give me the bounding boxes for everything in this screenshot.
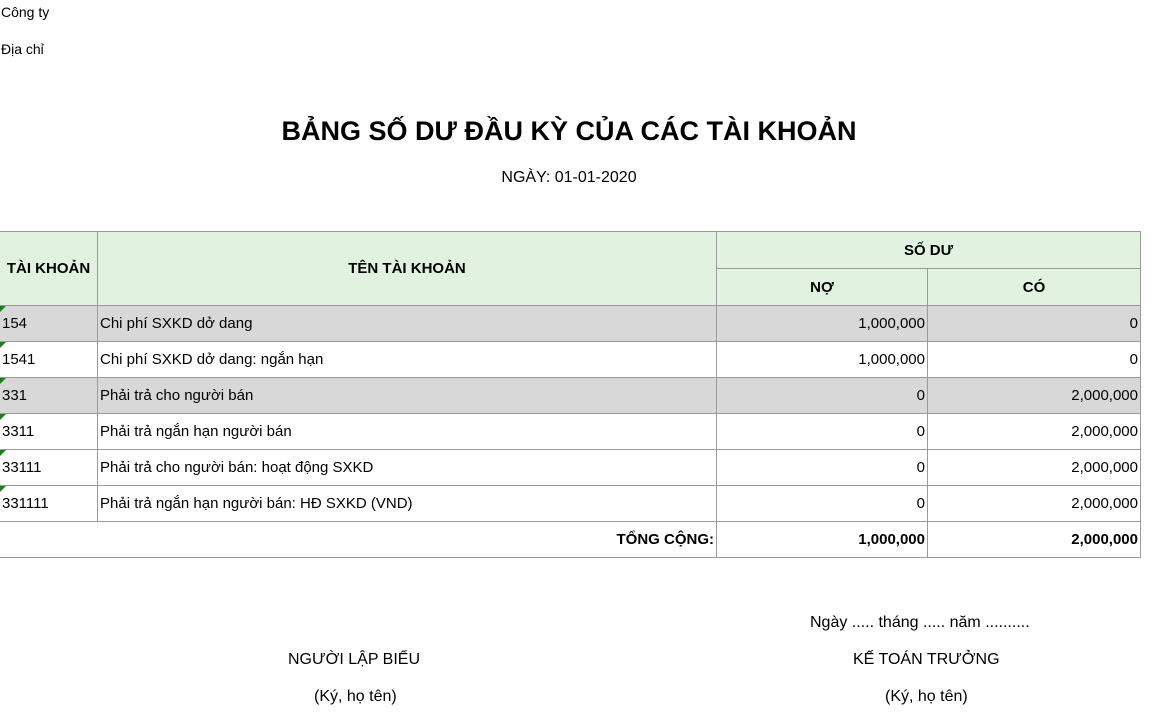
preparer-title: NGƯỜI LẬP BIỂU [288,651,421,668]
account-code-cell[interactable]: 331111 [0,486,98,522]
account-name-cell[interactable]: Chi phí SXKD dở dang: ngắn hạn [98,342,717,378]
total-credit-cell[interactable]: 2,000,000 [928,522,1141,558]
comment-flag-icon [0,378,6,384]
debit-cell[interactable]: 0 [717,486,928,522]
debit-cell[interactable]: 1,000,000 [717,342,928,378]
account-code-cell[interactable]: 331 [0,378,98,414]
total-blank-cell[interactable] [0,522,98,558]
total-label[interactable]: TỔNG CỘNG: [98,522,717,558]
table-row[interactable] [0,378,1141,414]
credit-cell[interactable]: 2,000,000 [928,450,1141,486]
report-title: BẢNG SỐ DƯ ĐẦU KỲ CỦA CÁC TÀI KHOẢN [281,116,857,146]
debit-cell[interactable]: 0 [717,450,928,486]
table-row[interactable] [0,414,1141,450]
account-name-cell[interactable]: Phải trả cho người bán: hoạt động SXKD [98,450,717,486]
comment-flag-icon [0,306,6,312]
credit-cell[interactable]: 0 [928,306,1141,342]
signature-date-line: Ngày ..... tháng ..... năm .......... [810,614,1030,631]
comment-flag-icon [0,342,6,348]
credit-cell[interactable]: 2,000,000 [928,486,1141,522]
balance-table [0,231,1141,558]
header-credit[interactable]: CÓ [928,269,1141,306]
account-code-cell[interactable]: 3311 [0,414,98,450]
chief-accountant-signature-note: (Ký, họ tên) [885,688,968,705]
account-name-cell[interactable]: Chi phí SXKD dở dang [98,306,717,342]
company-label: Công ty [1,4,50,20]
account-name-cell[interactable]: Phải trả ngắn hạn người bán [98,414,717,450]
table-row[interactable] [0,342,1141,378]
chief-accountant-title: KẾ TOÁN TRƯỞNG [853,651,1000,668]
preparer-signature-note: (Ký, họ tên) [314,688,397,705]
header-balance[interactable]: SỐ DƯ [717,232,1141,269]
comment-flag-icon [0,450,6,456]
credit-cell[interactable]: 2,000,000 [928,414,1141,450]
account-name-cell[interactable]: Phải trả cho người bán [98,378,717,414]
account-code-cell[interactable]: 33111 [0,450,98,486]
debit-cell[interactable]: 1,000,000 [717,306,928,342]
credit-cell[interactable]: 0 [928,342,1141,378]
table-row[interactable] [0,486,1141,522]
table-header-row [0,232,1141,269]
total-debit-cell[interactable]: 1,000,000 [717,522,928,558]
header-account-name[interactable]: TÊN TÀI KHOẢN [98,232,717,306]
comment-flag-icon [0,414,6,420]
report-date: NGÀY: 01-01-2020 [501,169,637,186]
comment-flag-icon [0,486,6,492]
table-row[interactable] [0,306,1141,342]
account-code-cell[interactable]: 1541 [0,342,98,378]
credit-cell[interactable]: 2,000,000 [928,378,1141,414]
account-name-cell[interactable]: Phải trả ngắn hạn người bán: HĐ SXKD (VND) [98,486,717,522]
header-account[interactable]: TÀI KHOẢN [0,232,98,306]
address-label: Địa chỉ [1,41,44,57]
header-debit[interactable]: NỢ [717,269,928,306]
debit-cell[interactable]: 0 [717,378,928,414]
debit-cell[interactable]: 0 [717,414,928,450]
table-row[interactable] [0,450,1141,486]
total-row[interactable] [0,522,1141,558]
account-code-cell[interactable]: 154 [0,306,98,342]
